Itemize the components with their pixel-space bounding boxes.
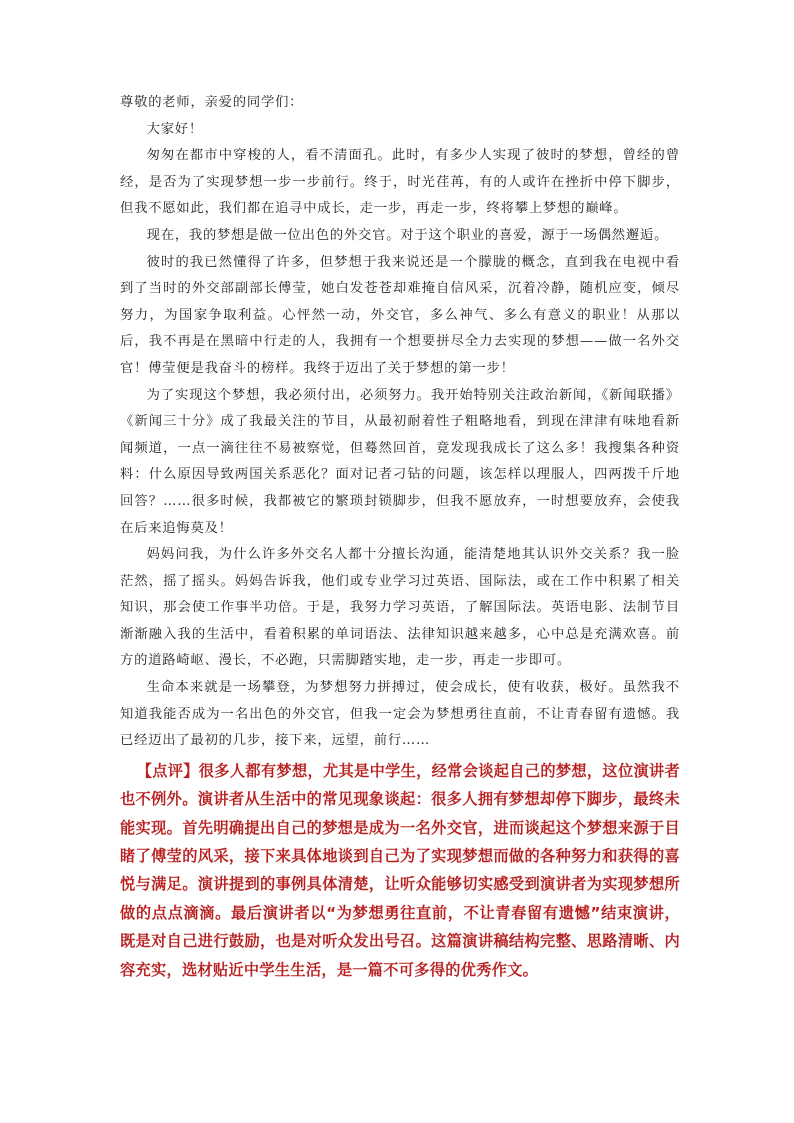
paragraph-4: 为了实现这个梦想，我必须付出，必须努力。我开始特别关注政治新闻，《新闻联播》《新闻三十分》成了我最关注的节目，从最初耐着性子粗略地看，到现在津津有味地看新闻频道，一点一滴往往不易被察觉，但蓦然回首，竟发现我成长了这么多！我搜集各种资料：什么原因导致两国关系恶化？面对记者刁钻的问题，该怎样以理服人，四两拨千斤地回答？……很多时候，我都被它的繁琐封锁脚步，但我不愿放弃，一时想要放弃，会使我在后来追悔莫及！ xyxy=(120,387,680,536)
paragraph-1: 匆匆在都市中穿梭的人，看不清面孔。此时，有多少人实现了彼时的梦想，曾经的曾经，是否为了实现梦想一步一步前行。终于，时光荏苒，有的人或许在挫折中停下脚步，但我不愿如此，我们都在追寻中成长，走一步，再走一步，终将攀上梦想的巅峰。 xyxy=(120,148,680,217)
paragraph-3: 彼时的我已然懂得了许多，但梦想于我来说还是一个朦胧的概念，直到我在电视中看到了当时的外交部副部长傅莹，她白发苍苍却难掩自信风采，沉着冷静，随机应变，倾尽努力，为国家争取利益。心怦然一动，外交官，多么神气、多么有意义的职业！从那以后，我不再是在黑暗中行走的人，我拥有一个想要拼尽全力去实现的梦想——做一名外交官！傅莹便是我奋斗的榜样。我终于迈出了关于梦想的第一步！ xyxy=(120,254,680,376)
paragraph-2: 现在，我的梦想是做一位出色的外交官。对于这个职业的喜爱，源于一场偶然邂逅。 xyxy=(146,227,669,243)
greeting: 大家好！ xyxy=(146,121,203,137)
salutation: 尊敬的老师，亲爱的同学们： xyxy=(120,95,304,110)
paragraph-5: 妈妈问我，为什么许多外交名人都十分擅长沟通，能清楚地其认识外交关系？我一脸茫然，摇了摇头。妈妈告诉我，他们或专业学习过英语、国际法，或在工作中积累了相关知识，那会使工作事半功倍。于是，我努力学习英语，了解国际法。英语电影、法制节目渐渐融入我的生活中，看着积累的单词语法、法律知识越来越多，心中总是充满欢喜。前方的道路崎岖、漫长，不必跑，只需脚踏实地，走一步，再走一步即可。 xyxy=(120,547,680,669)
review-comment: 【点评】很多人都有梦想，尤其是中学生，经常会谈起自己的梦想，这位演讲者也不例外。演讲者从生活中的常见现象谈起：很多人拥有梦想却停下脚步，最终未能实现。首先明确提出自己的梦想是成为一名外交官，进而谈起这个梦想来源于目睹了傅莹的风采，接下来具体地谈到自己为了实现梦想而做的各种努力和获得的喜悦与满足。演讲提到的事例具体清楚，让听众能够切实感受到演讲者为实现梦想所做的点点滴滴。最后演讲者以“为梦想勇往直前，不让青春留有遗憾”结束演讲，既是对自己进行鼓励，也是对听众发出号召。这篇演讲稿结构完整、思路清晰、内容充实，选材贴近中学生生活，是一篇不可多得的优秀作文。 xyxy=(120,761,680,979)
speech-document xyxy=(120,90,680,999)
paragraph-6: 生命本来就是一场攀登，为梦想努力拼搏过，使会成长，使有收获，极好。虽然我不知道我能否成为一名出色的外交官，但我一定会为梦想勇往直前，不让青春留有遗憾。我已经迈出了最初的几步，接下来，远望，前行…… xyxy=(120,680,680,749)
